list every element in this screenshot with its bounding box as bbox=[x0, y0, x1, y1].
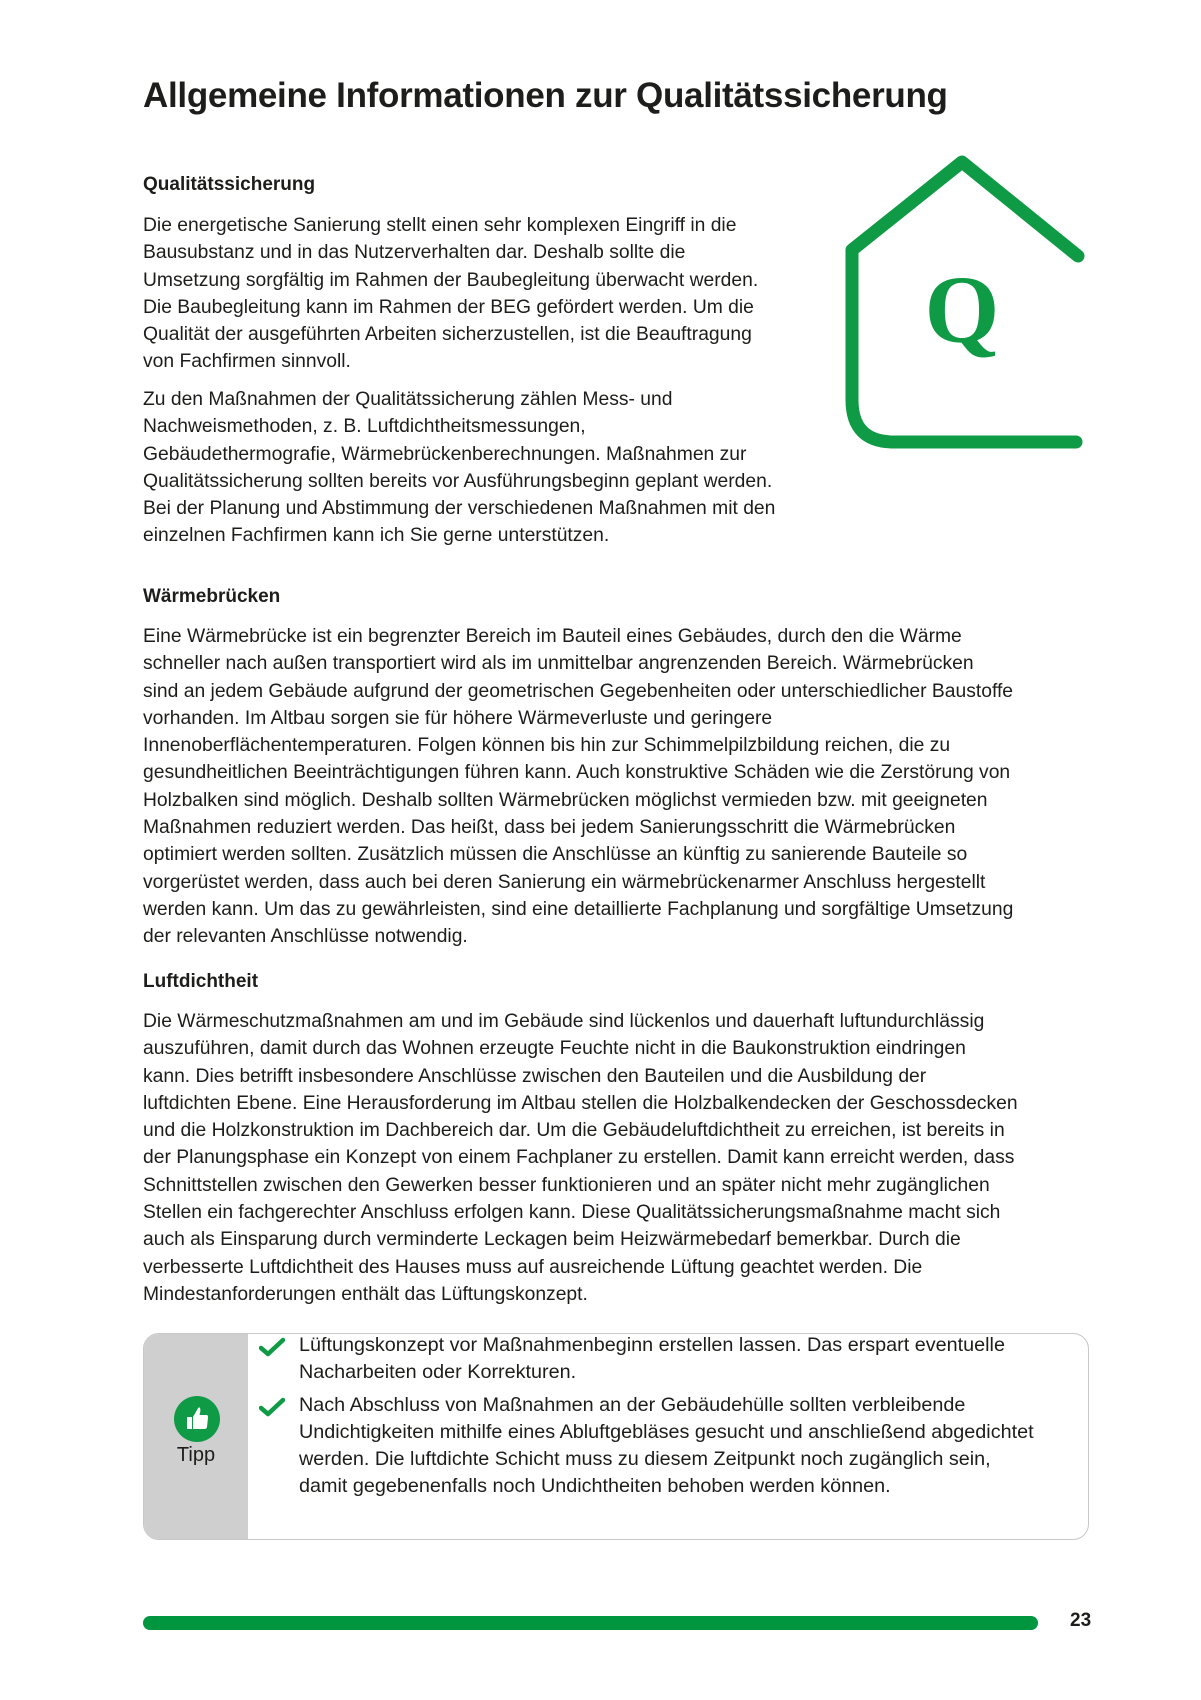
text-line: vorhanden. Im Altbau sorgen sie für höhere Wärmeverluste und geringere bbox=[143, 707, 773, 729]
text-line: gesundheitlichen Beeinträchtigungen führen kann. Auch konstruktive Schäden wie die Zerstörung von bbox=[143, 762, 1011, 784]
section-heading-waermebruecken: Wärmebrücken bbox=[143, 586, 281, 607]
paragraph-luftdichtheit bbox=[143, 1008, 1018, 1308]
section-heading-qualitaetssicherung: Qualitätssicherung bbox=[143, 174, 316, 195]
tip-label: Tipp bbox=[176, 1444, 216, 1466]
text-line: werden. Die luftdichte Schicht muss zu diesem Zeitpunkt noch zugänglich sein, bbox=[299, 1448, 991, 1470]
paragraph-qualitaetssicherung-2 bbox=[143, 386, 775, 550]
page-title: Allgemeine Informationen zur Qualitätssicherung bbox=[143, 76, 948, 115]
text-line: kann. Dies betrifft insbesondere Anschlüsse zwischen den Bauteilen und die Ausbildung der bbox=[143, 1065, 927, 1087]
tip-sidebar bbox=[144, 1334, 248, 1539]
text-line: Qualitätssicherung sollten bereits vor Ausführungsbeginn geplant werden. bbox=[143, 470, 773, 492]
text-line: Nacharbeiten oder Korrekturen. bbox=[299, 1361, 577, 1383]
text-line: Innenoberflächentemperaturen. Folgen können bis hin zur Schimmelpilzbildung reichen, die zu bbox=[143, 735, 951, 757]
paragraph-waermebruecken bbox=[143, 623, 1013, 951]
text-line: Die energetische Sanierung stellt einen sehr komplexen Eingriff in die bbox=[143, 215, 737, 236]
text-line: Umsetzung sorgfältig im Rahmen der Baubegleitung überwacht werden. bbox=[143, 269, 759, 291]
text-line: Schnittstellen zwischen den Gewerken besser funktionieren und an später nicht mehr zugänglichen bbox=[143, 1174, 990, 1196]
text-line: Stellen ein fachgerechter Anschluss erfolgen kann. Diese Qualitätssicherungsmaßnahme macht sich bbox=[143, 1202, 1001, 1224]
footer-accent-bar bbox=[143, 1616, 1038, 1630]
tip-box bbox=[143, 1333, 1089, 1540]
text-line: der relevanten Anschlüsse notwendig. bbox=[143, 926, 468, 948]
tip-item bbox=[259, 1333, 1082, 1386]
checkmark-icon bbox=[259, 1397, 285, 1417]
paragraph-qualitaetssicherung-1 bbox=[143, 212, 758, 376]
section-heading-luftdichtheit: Luftdichtheit bbox=[143, 971, 259, 992]
text-line: Mindestanforderungen enthält das Lüftungskonzept. bbox=[143, 1283, 588, 1305]
text-line: schneller nach außen transportiert wird als im unmittelbar angrenzenden Bereich. Wärmebrücken bbox=[143, 653, 974, 675]
text-line: der Planungsphase ein Konzept von einem Fachplaner zu erstellen. Damit kann erreicht werden, dass bbox=[143, 1147, 1015, 1169]
text-line: Gebäudethermografie, Wärmebrückenberechnungen. Maßnahmen zur bbox=[143, 443, 747, 465]
page-number: 23 bbox=[1070, 1610, 1092, 1631]
tip-list bbox=[259, 1334, 1082, 1500]
text-line: Undichtigkeiten mithilfe eines Abluftgebläses gesucht und anschließend abgedichtet bbox=[299, 1421, 1034, 1443]
text-line: einzelnen Fachfirmen kann ich Sie gerne unterstützen. bbox=[143, 525, 610, 547]
house-q-icon bbox=[840, 150, 1100, 460]
q-letter: Q bbox=[924, 256, 1000, 363]
tip-item bbox=[259, 1392, 1082, 1500]
text-line: Die Baubegleitung kann im Rahmen der BEG gefördert werden. Um die bbox=[143, 296, 754, 318]
text-line: luftdichten Ebene. Eine Herausforderung im Altbau stellen die Holzbalkendecken der Geschossdecken bbox=[143, 1092, 1018, 1114]
text-line: Die Wärmeschutzmaßnahmen am und im Gebäude sind lückenlos und dauerhaft luftundurchlässig bbox=[143, 1011, 985, 1032]
text-line: damit gegebenenfalls noch Undichtheiten behoben werden können. bbox=[299, 1475, 891, 1497]
text-line: Maßnahmen reduziert werden. Das heißt, dass bei jedem Sanierungsschritt die Wärmebrücken bbox=[143, 817, 956, 839]
text-line: auch als Einsparung durch verminderte Leckagen beim Heizwärmebedarf bemerkbar. Durch die bbox=[143, 1229, 961, 1251]
text-line: Eine Wärmebrücke ist ein begrenzter Bereich im Bauteil eines Gebäudes, durch den die Wärme bbox=[143, 626, 962, 647]
text-line: von Fachfirmen sinnvoll. bbox=[143, 351, 351, 373]
text-line: Bei der Planung und Abstimmung der verschiedenen Maßnahmen mit den bbox=[143, 498, 776, 520]
checkmark-icon bbox=[259, 1337, 285, 1357]
thumbs-up-icon bbox=[174, 1396, 220, 1442]
text-line: auszuführen, damit durch das Wohnen erzeugte Feuchte nicht in die Baukonstruktion eindringen bbox=[143, 1038, 966, 1060]
text-line: Zu den Maßnahmen der Qualitätssicherung zählen Mess- und bbox=[143, 389, 673, 410]
text-line: Nach Abschluss von Maßnahmen an der Gebäudehülle sollten verbleibende bbox=[299, 1394, 966, 1416]
text-line: vorgerüstet werden, dass auch bei deren Sanierung ein wärmebrückenarmer Anschluss hergestellt bbox=[143, 871, 986, 893]
text-line: und die Holzkonstruktion im Dachbereich dar. Um die Gebäudeluftdichtheit zu erreichen, ist bereits in bbox=[143, 1120, 1005, 1142]
text-line: sind an jedem Gebäude aufgrund der geometrischen Gegebenheiten oder unterschiedlicher Baustoffe bbox=[143, 680, 1014, 702]
text-line: verbesserte Luftdichtheit des Hauses muss auf ausreichende Lüftung geachtet werden. Die bbox=[143, 1256, 923, 1278]
text-line: werden kann. Um das zu gewährleisten, sind eine detaillierte Fachplanung und sorgfältige Umsetzung bbox=[143, 898, 1014, 920]
text-line: Nachweismethoden, z. B. Luftdichtheitsmessungen, bbox=[143, 416, 586, 438]
text-line: Holzbalken sind möglich. Deshalb sollten Wärmebrücken möglichst vermieden bzw. mit geeigneten bbox=[143, 789, 988, 811]
text-line: Lüftungskonzept vor Maßnahmenbeginn erstellen lassen. Das erspart eventuelle bbox=[299, 1334, 1005, 1356]
text-line: Qualität der ausgeführten Arbeiten sicherzustellen, ist die Beauftragung bbox=[143, 324, 752, 346]
text-line: Bausubstanz und in das Nutzerverhalten dar. Deshalb sollte die bbox=[143, 242, 686, 264]
text-line: optimiert werden sollten. Zusätzlich müssen die Anschlüsse an künftig zu sanierende Bauteile so bbox=[143, 844, 968, 866]
